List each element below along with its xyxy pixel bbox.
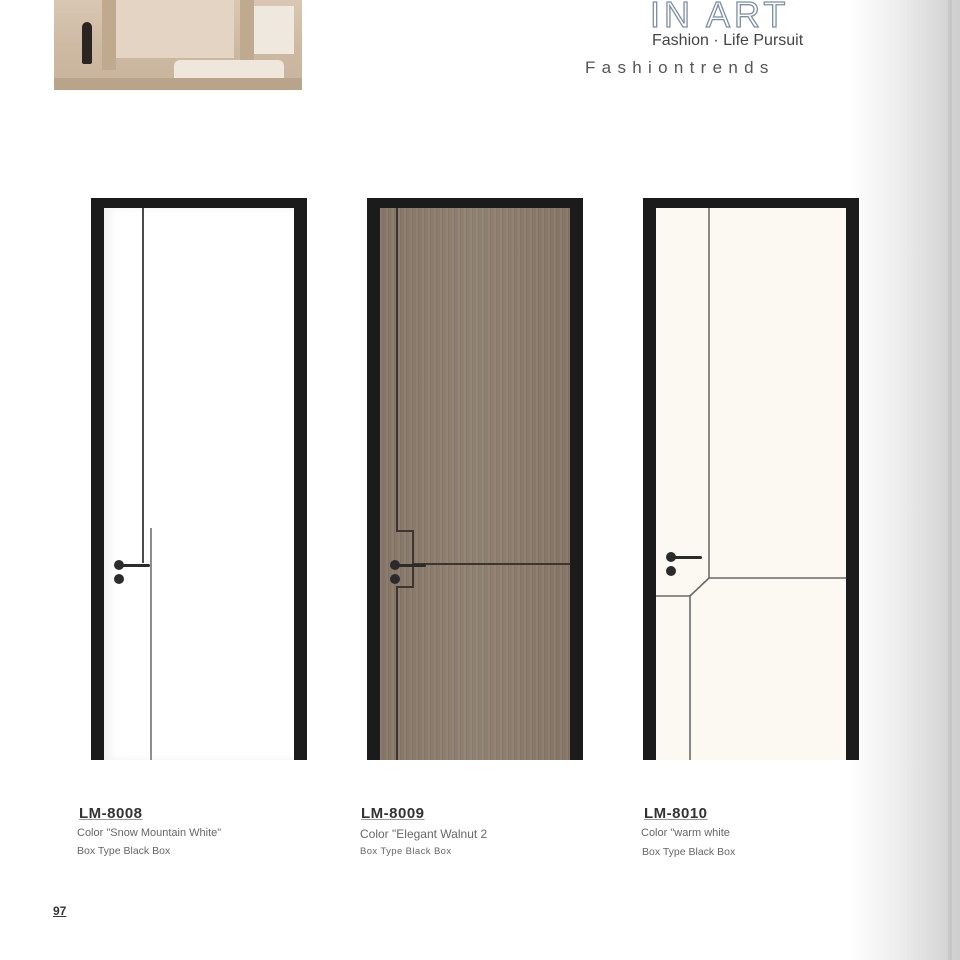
model-code: LM-8009 xyxy=(361,805,425,822)
door-handle-rose xyxy=(666,566,676,576)
brand-tagline: Fashion · Life Pursuit xyxy=(652,32,804,49)
page-edge xyxy=(948,0,952,960)
door-lm-8008 xyxy=(91,198,307,760)
photo-figure xyxy=(82,22,92,64)
photo-wall xyxy=(114,0,234,58)
page-number: 97 xyxy=(53,904,67,918)
photo-column xyxy=(102,0,116,70)
door-handle-rose xyxy=(666,552,676,562)
door-groove xyxy=(396,586,414,588)
door-lm-8009 xyxy=(367,198,583,760)
brand-logo: IN ART xyxy=(650,0,790,35)
photo-floor xyxy=(54,78,302,90)
lifestyle-photo xyxy=(54,0,302,90)
door-handle-rose xyxy=(114,560,124,570)
model-box-type: Box Type Black Box xyxy=(77,845,171,857)
model-box-type: Box Type Black Box xyxy=(642,846,736,858)
model-box-type: Box Type Black Box xyxy=(360,846,452,857)
model-color: Color "warm white xyxy=(641,827,730,839)
door-panel xyxy=(104,208,294,760)
door-handle-rose xyxy=(390,574,400,584)
door-panel xyxy=(380,208,570,760)
door-groove xyxy=(396,208,398,530)
door-groove xyxy=(412,530,414,588)
door-panel xyxy=(656,208,846,760)
model-code: LM-8008 xyxy=(79,805,143,822)
door-groove-pattern xyxy=(656,208,846,760)
door-handle-rose xyxy=(390,560,400,570)
page-fold-shadow xyxy=(850,0,960,960)
door-lm-8010 xyxy=(643,198,859,760)
door-groove xyxy=(150,528,152,760)
door-groove xyxy=(396,586,398,760)
photo-window xyxy=(254,6,294,54)
model-color: Color "Snow Mountain White" xyxy=(77,827,222,839)
model-color: Color "Elegant Walnut 2 xyxy=(360,827,488,841)
door-groove xyxy=(414,563,570,565)
brand-trends: Fashiontrends xyxy=(585,58,775,77)
door-groove xyxy=(142,208,144,563)
door-handle-rose xyxy=(114,574,124,584)
model-code: LM-8010 xyxy=(644,805,708,822)
